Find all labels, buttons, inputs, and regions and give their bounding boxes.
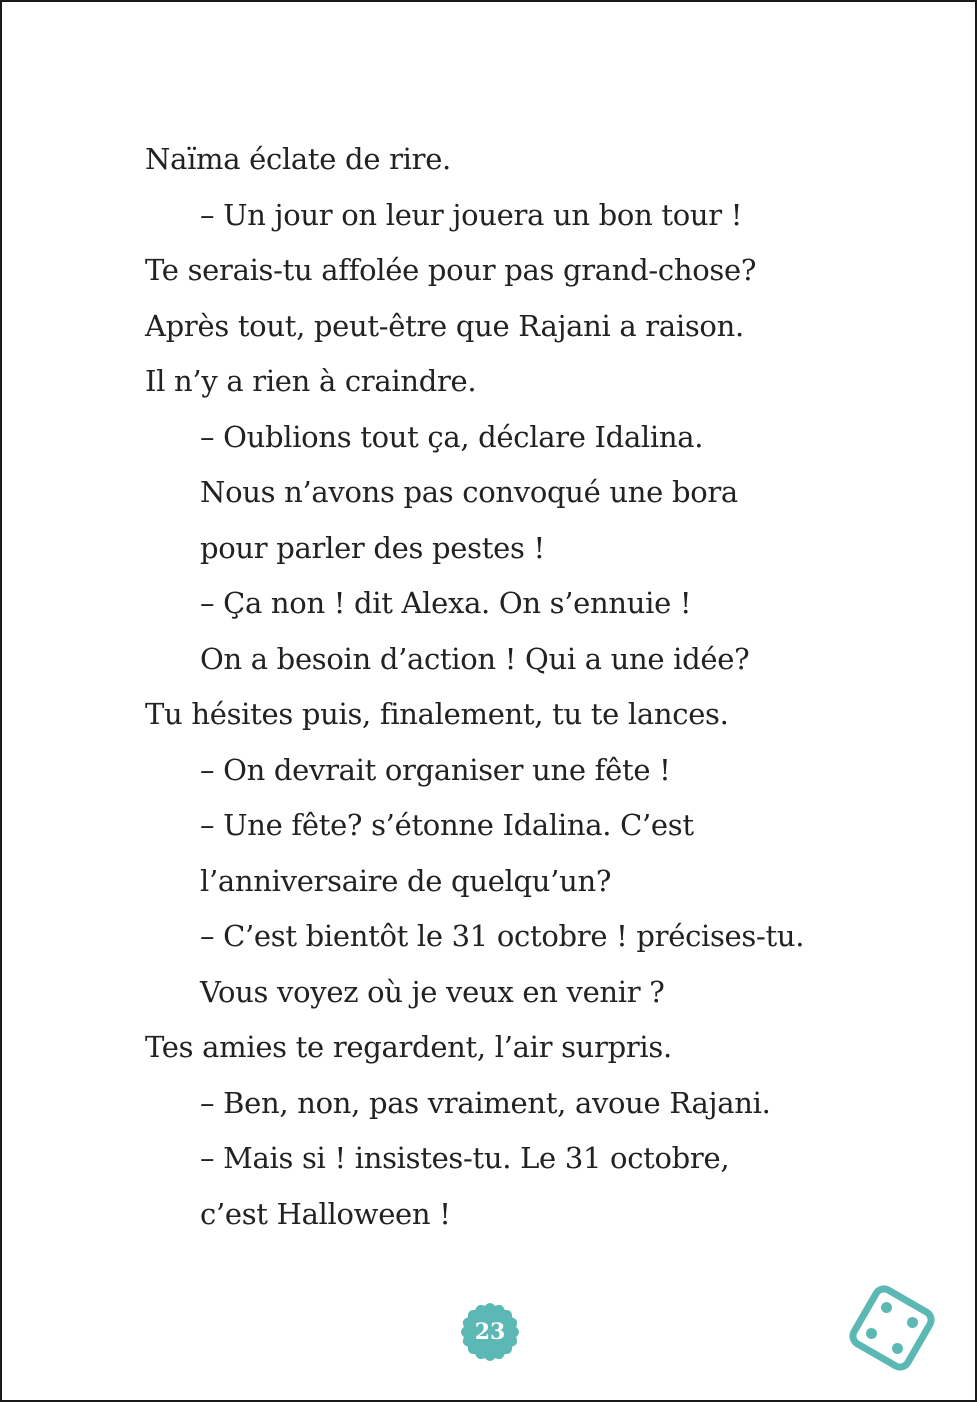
page-number-badge [460,1302,520,1362]
text-line: Après tout, peut-être que Rajani a raison. [145,308,744,343]
text-line: On a besoin d’action ! Qui a une idée? [200,641,750,676]
page-number: 23 [474,1319,506,1345]
text-line: – Un jour on leur jouera un bon tour ! [200,197,743,232]
text-line: – Une fête? s’étonne Idalina. C’est [200,808,694,842]
text-line: pour parler des pestes ! [200,530,545,565]
text-line: – Ben, non, pas vraiment, avoue Rajani. [200,1085,771,1120]
text-line: – C’est bientôt le 31 octobre ! précises-tu. [200,919,805,953]
text-line: c’est Halloween ! [200,1196,451,1231]
text-line: – Mais si ! insistes-tu. Le 31 octobre, [200,1141,730,1175]
text-line: – Ça non ! dit Alexa. On s’ennuie ! [200,586,692,620]
text-line: Vous voyez où je veux en venir ? [200,974,665,1009]
text-line: – Oublions tout ça, déclare Idalina. [200,419,704,454]
text-line: l’anniversaire de quelqu’un? [200,863,612,898]
text-line: Tu hésites puis, finalement, tu te lances. [145,697,729,731]
text-line: – On devrait organiser une fête ! [200,752,671,787]
text-line: Nous n’avons pas convoqué une bora [200,475,738,509]
text-line: Tes amies te regardent, l’air surpris. [145,1030,672,1064]
text-line: Te serais-tu affolée pour pas grand-chose? [145,253,757,287]
text-line: Naïma éclate de rire. [145,142,451,176]
dice-icon [842,1278,942,1378]
text-line: Il n’y a rien à craindre. [145,364,477,398]
